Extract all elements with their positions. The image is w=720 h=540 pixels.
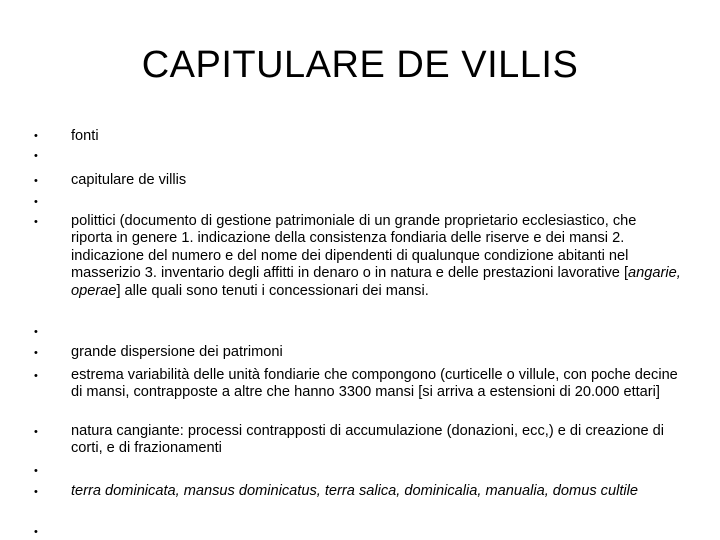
- bullet-marker: •: [34, 175, 38, 187]
- bullet-marker: •: [34, 347, 38, 359]
- bullet-text-natura-cangiante: natura cangiante: processi contrapposti di accumulazione (donazioni, ecc,) e di creazione di corti, e di frazionamenti: [71, 423, 665, 457]
- bullet-marker: •: [34, 130, 38, 142]
- bullet-marker: •: [34, 486, 38, 498]
- bullet-marker: •: [34, 326, 38, 338]
- bullet-marker: •: [34, 216, 38, 228]
- bullet-marker: •: [34, 465, 38, 477]
- bullet-text-polittici: [71, 213, 681, 300]
- slide-title: CAPITULARE DE VILLIS: [141, 44, 579, 86]
- bullet-column: [34, 0, 46, 540]
- bullet-marker: •: [34, 370, 38, 382]
- bullet-marker: •: [34, 526, 38, 538]
- bullet-marker: •: [34, 196, 38, 208]
- bullet-text-variabilita: estrema variabilità delle unità fondiarie che compongono (curticelle o villule, con poche decine di mansi, contrapposte a altre che hanno 3300 mansi [si arriva a estensioni di 20.000 ettari]: [71, 367, 678, 401]
- polittici-text-start: polittici (documento di gestione patrimoniale di un grande proprietario ecclesiastico, che riporta in genere 1. indicazione della consistenza fondiaria delle riserve e dei mansi 2. indicazione del numero e del nome dei dipendenti di qualunque condizione abitanti nel masserizio 3. inventario degli affitti in denaro o in natura e delle prestazioni lavorative [: [71, 213, 637, 282]
- bullet-text-terra-dominicata: terra dominicata, mansus dominicatus, terra salica, dominicalia, manualia, domus cultile: [71, 483, 638, 499]
- bullet-marker: •: [34, 426, 38, 438]
- bullet-text-capitulare: capitulare de villis: [71, 172, 187, 188]
- bullet-text-dispersione: grande dispersione dei patrimoni: [71, 344, 283, 360]
- polittici-text-end: ] alle quali sono tenuti i concessionari dei mansi.: [116, 282, 429, 299]
- bullet-marker: •: [34, 150, 38, 162]
- bullet-text-fonti: fonti: [71, 128, 99, 144]
- polittici-italic-terms: angarie, operae: [71, 265, 681, 299]
